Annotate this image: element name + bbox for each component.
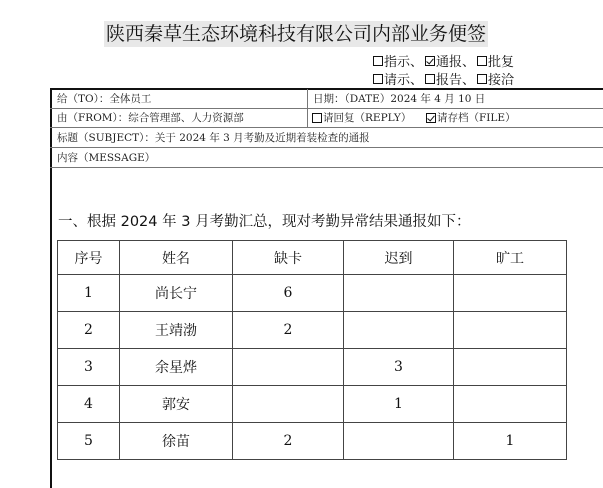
divider [50, 127, 603, 128]
cell-missed-punch [233, 349, 344, 386]
cell-absent [454, 349, 567, 386]
table-header-row [58, 241, 567, 275]
checkbox-box[interactable] [425, 74, 435, 84]
checkbox-instruction[interactable] [373, 51, 423, 70]
message-label: 内容（MESSAGE） [57, 152, 156, 164]
column-header-name: 姓名 [120, 241, 233, 275]
divider [50, 108, 603, 109]
cell-late [344, 423, 454, 460]
cell-missed-punch: 2 [233, 423, 344, 460]
table-row [58, 312, 567, 349]
cell-index: 2 [58, 312, 120, 349]
from-field: 由（FROM）：综合管理部、人力资源部 [57, 112, 244, 124]
cell-index: 5 [58, 423, 120, 460]
date-field: 日期：（DATE）2024 年 4 月 10 日 [313, 93, 486, 105]
checkbox-box[interactable] [312, 113, 322, 123]
reply-label: 请回复（REPLY） [323, 112, 412, 124]
cell-late [344, 275, 454, 312]
cell-index: 4 [58, 386, 120, 423]
checkbox-label: 报告、 [436, 73, 476, 88]
checkbox-label: 批复 [488, 55, 515, 70]
checkbox-box-checked[interactable] [425, 56, 435, 66]
subject-field: 标题（SUBJECT）：关于 2024 年 3 月考勤及近期着装检查的通报 [57, 132, 370, 144]
cell-name: 尚长宁 [120, 275, 233, 312]
checkbox-box[interactable] [477, 56, 487, 66]
cell-absent [454, 386, 567, 423]
to-field: 给（TO）：全体员工 [57, 93, 152, 105]
column-header-index: 序号 [58, 241, 120, 275]
column-header-late: 迟到 [344, 241, 454, 275]
table-row [58, 423, 567, 460]
cell-absent [454, 312, 567, 349]
section-heading: 一、根据 2024 年 3 月考勤汇总，现对考勤异常结果通报如下： [58, 214, 471, 230]
cell-missed-punch [233, 386, 344, 423]
cell-index: 1 [58, 275, 120, 312]
cell-name: 余星烨 [120, 349, 233, 386]
cell-late: 1 [344, 386, 454, 423]
table-row [58, 349, 567, 386]
checkbox-box[interactable] [373, 56, 383, 66]
column-header-absent: 旷工 [454, 241, 567, 275]
divider [50, 167, 603, 168]
cell-late [344, 312, 454, 349]
reply-checkbox[interactable] [312, 110, 411, 126]
cell-late: 3 [344, 349, 454, 386]
doc-type-row-1 [373, 51, 516, 70]
checkbox-box[interactable] [477, 74, 487, 84]
cell-name: 徐苗 [120, 423, 233, 460]
table-row [58, 275, 567, 312]
cell-index: 3 [58, 349, 120, 386]
checkbox-label: 指示、 [384, 55, 424, 70]
cell-absent: 1 [454, 423, 567, 460]
column-divider [307, 89, 308, 127]
checkbox-request[interactable] [373, 69, 423, 88]
checkbox-label: 请示、 [384, 73, 424, 88]
attendance-table [57, 240, 567, 460]
checkbox-box[interactable] [373, 74, 383, 84]
cell-name: 王靖渤 [120, 312, 233, 349]
checkbox-notice[interactable] [425, 51, 475, 70]
cell-absent [454, 275, 567, 312]
checkbox-label: 通报、 [436, 55, 476, 70]
checkbox-box-checked[interactable] [426, 113, 436, 123]
checkbox-report[interactable] [425, 69, 475, 88]
memo-title: 陕西秦草生态环境科技有限公司内部业务便签 [105, 23, 486, 45]
table-row [58, 386, 567, 423]
checkbox-liaison[interactable] [477, 69, 514, 88]
cell-name: 郭安 [120, 386, 233, 423]
doc-type-row-2 [373, 69, 516, 88]
checkbox-label: 接洽 [488, 73, 515, 88]
divider [50, 147, 603, 148]
column-header-missed-punch: 缺卡 [233, 241, 344, 275]
cell-missed-punch: 2 [233, 312, 344, 349]
cell-missed-punch: 6 [233, 275, 344, 312]
file-checkbox[interactable] [426, 110, 516, 126]
file-label: 请存档（FILE） [437, 112, 516, 124]
checkbox-approval[interactable] [477, 51, 514, 70]
